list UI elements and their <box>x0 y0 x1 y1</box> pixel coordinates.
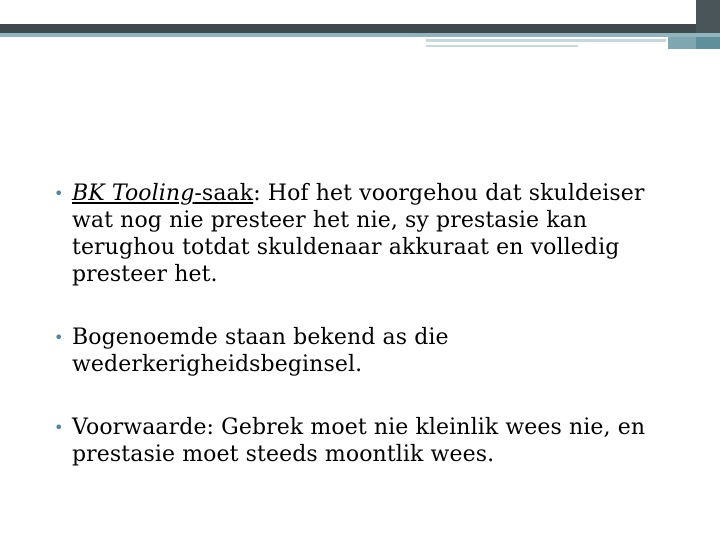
case-name: BK Tooling <box>72 181 195 206</box>
bullet-item <box>48 324 688 378</box>
bullet-text: Voorwaarde: Gebrek moet nie kleinlik wees nie, en prestasie moet steeds moontlik wees. <box>72 415 646 467</box>
slide-header-top <box>0 0 720 24</box>
case-suffix: -saak <box>194 181 254 206</box>
slide-header-dark-corner <box>696 0 720 33</box>
bullet-icon: • <box>54 184 64 203</box>
bullet-item <box>48 180 688 288</box>
bullet-item <box>48 414 688 468</box>
slide-header-accent-block <box>696 37 720 49</box>
slide-header-accent-line <box>426 45 578 47</box>
bullet-icon: • <box>54 328 64 347</box>
slide-header-teal-band <box>0 33 720 37</box>
slide-header-accent-line <box>426 39 666 42</box>
bullet-text: : Hof het voorgehou dat skuldeiser wat nog nie presteer het nie, sy prestasie kan terughou totdat skuldenaar akkuraat en volledig presteer het. <box>72 181 645 287</box>
slide-content <box>48 180 688 468</box>
slide-header-dark-band <box>0 24 720 33</box>
bullet-text: Bogenoemde staan bekend as die wederkerigheidsbeginsel. <box>72 325 449 377</box>
bullet-icon: • <box>54 418 64 437</box>
